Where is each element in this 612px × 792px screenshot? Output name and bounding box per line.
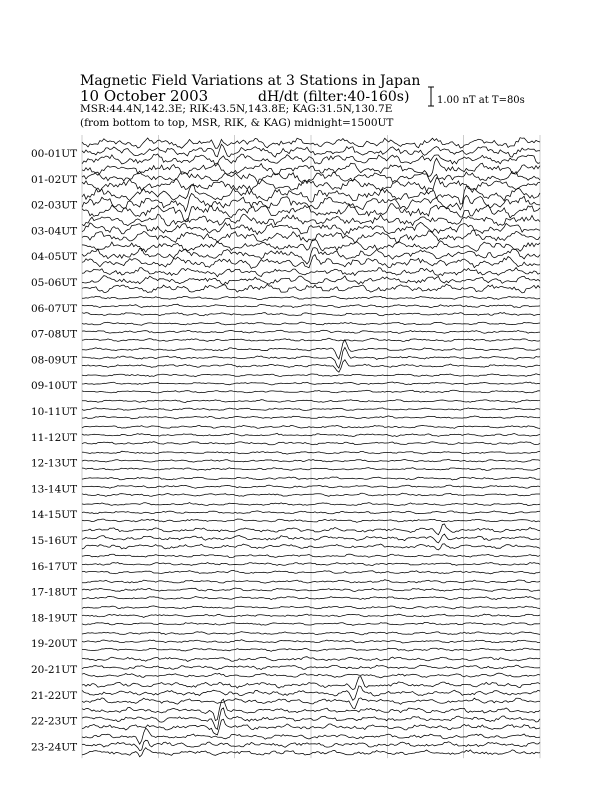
hour-label: 20-21UT xyxy=(31,664,78,676)
hour-label: 13-14UT xyxy=(31,483,78,496)
station-order-note: (from bottom to top, MSR, RIK, & KAG) midnight=1500UT xyxy=(80,117,394,129)
hour-label: 04-05UT xyxy=(31,251,78,264)
hour-label: 14-15UT xyxy=(31,509,78,522)
hour-label: 09-10UT xyxy=(31,380,78,393)
hour-label: 18-19UT xyxy=(31,612,78,625)
hour-label: 05-06UT xyxy=(31,277,78,289)
hour-label: 01-02UT xyxy=(31,173,78,186)
hour-label: 15-16UT xyxy=(31,535,78,547)
hour-label: 10-11UT xyxy=(31,406,78,418)
hour-label: 08-09UT xyxy=(31,354,78,367)
hour-label: 02-03UT xyxy=(31,199,78,212)
hour-label: 16-17UT xyxy=(31,560,78,573)
hour-label: 19-20UT xyxy=(31,638,78,651)
hour-label: 00-01UT xyxy=(31,148,78,160)
station-coordinates: MSR:44.4N,142.3E; RIK:43.5N,143.8E; KAG:31.5N,130.7E xyxy=(80,103,393,115)
hour-label: 03-04UT xyxy=(31,225,78,238)
chart-title: Magnetic Field Variations at 3 Stations in Japan xyxy=(80,73,421,89)
filter-label: dH/dt (filter:40-160s) xyxy=(258,89,410,105)
chart-date: 10 October 2003 xyxy=(80,87,209,105)
hour-label: 17-18UT xyxy=(31,586,78,599)
hour-label: 11-12UT xyxy=(31,431,78,444)
hour-labels xyxy=(31,148,77,753)
hour-label: 21-22UT xyxy=(31,689,78,702)
hour-label: 22-23UT xyxy=(31,715,78,728)
scale-label: 1.00 nT at T=80s xyxy=(437,95,525,106)
hour-label: 12-13UT xyxy=(31,457,78,470)
hour-label: 06-07UT xyxy=(31,302,78,315)
hour-label: 07-08UT xyxy=(31,328,78,341)
time-grid xyxy=(82,135,540,758)
hour-label: 23-24UT xyxy=(31,741,78,754)
